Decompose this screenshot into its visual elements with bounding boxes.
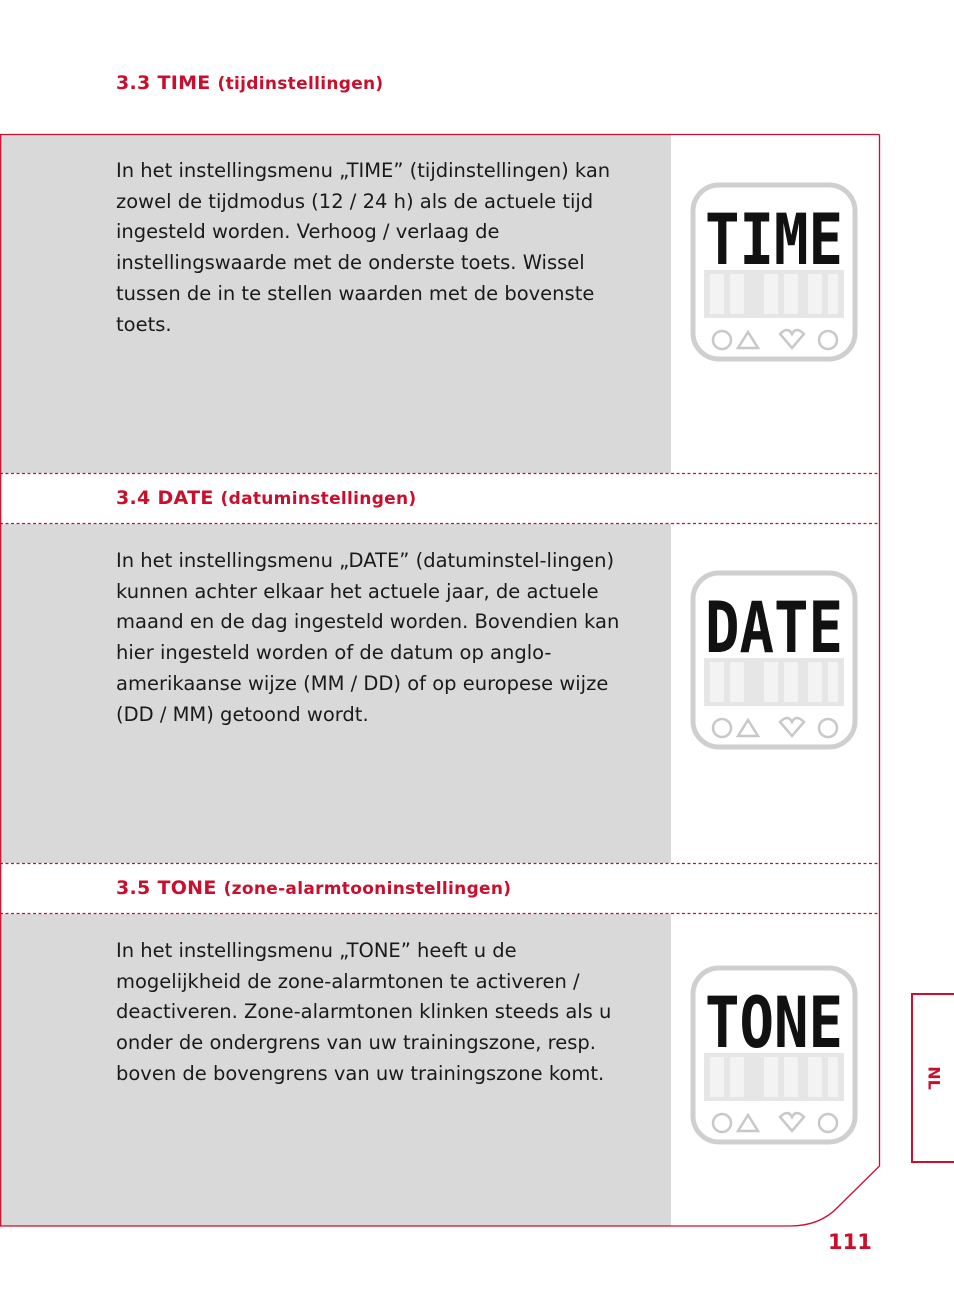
section-text-time: In het instellingsmenu „TIME” (tijdinstellingen) kan zowel de tijdmodus (12 / 24 h) als de actuele tijd ingesteld worden. Verhoog / verlaag de instellingswaarde met de onderste toets. Wissel tussen de in te stellen waarden met de bovenste toets. xyxy=(116,159,611,336)
heading-subtitle: (zone-alarmtooninstellingen) xyxy=(223,879,512,899)
device-display-tone xyxy=(690,965,858,1143)
heading-title: 3.5 TONE xyxy=(116,877,217,899)
section-heading-date xyxy=(116,487,416,509)
page-number: 111 xyxy=(828,1230,872,1254)
display-word: TONE xyxy=(705,982,843,1064)
display-word: DATE xyxy=(705,587,843,669)
device-display-date xyxy=(690,570,858,748)
section-text-date: In het instellingsmenu „DATE” (datuminstel-lingen) kunnen achter elkaar het actuele jaar, de actuele maand en de dag ingesteld worden. Bovendien kan hier ingesteld worden of de datum op anglo-amerikaanse wijze (MM / DD) of op europese wijze (DD / MM) getoond wordt. xyxy=(116,549,620,726)
heading-subtitle: (tijdinstellingen) xyxy=(217,74,384,94)
section-heading-tone xyxy=(116,877,511,899)
heading-title: 3.3 TIME xyxy=(116,72,211,94)
section-text-tone: In het instellingsmenu „TONE” heeft u de mogelijkheid de zone-alarmtonen te activeren / deactiveren. Zone-alarmtonen klinken steeds als u onder de ondergrens van uw trainingszone, resp. boven de bovengrens van uw trainingszone komt. xyxy=(116,939,612,1085)
heading-subtitle: (datuminstellingen) xyxy=(220,489,417,509)
language-tab-label: NL xyxy=(924,1066,943,1090)
display-word: TIME xyxy=(705,199,843,281)
language-tab xyxy=(911,993,954,1163)
device-display-time xyxy=(690,182,858,360)
heading-title: 3.4 DATE xyxy=(116,487,214,509)
